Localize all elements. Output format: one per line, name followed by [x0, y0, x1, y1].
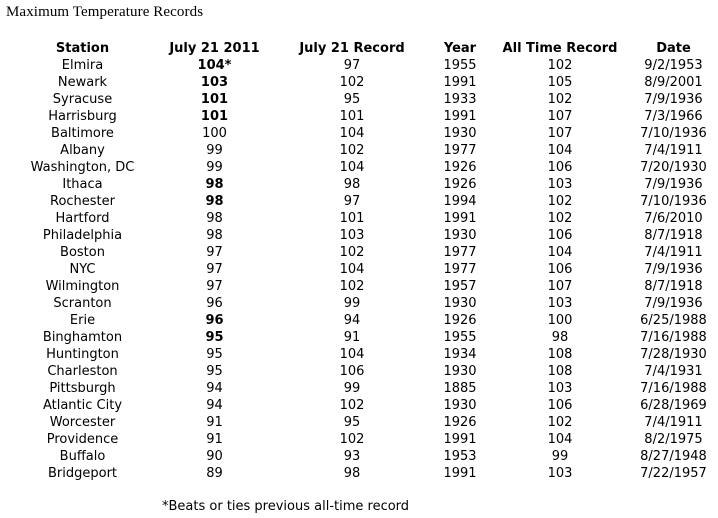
year-cell: 1991: [443, 211, 477, 226]
july21-2011-cell: 98: [205, 194, 224, 209]
header-station: Station: [55, 41, 110, 56]
july21-2011-cell: 103: [200, 75, 229, 90]
table-row: [8, 244, 715, 261]
date-cell: 7/22/1957: [640, 466, 707, 481]
table-row: [8, 465, 715, 482]
date-cell: 6/28/1969: [640, 398, 707, 413]
all-time-record-cell: 102: [547, 211, 573, 226]
year-cell: 1957: [443, 279, 477, 294]
july21-2011-cell: 101: [200, 109, 229, 124]
all-time-record-cell: 103: [547, 381, 573, 396]
all-time-record-cell: 106: [547, 160, 573, 175]
all-time-record-cell: 108: [547, 364, 573, 379]
table-row: [8, 125, 715, 142]
july21-record-cell: 102: [339, 398, 365, 413]
station-cell: Binghamton: [42, 330, 123, 345]
station-cell: Philadelphia: [42, 228, 123, 243]
page-title: Maximum Temperature Records: [6, 4, 204, 20]
year-cell: 1926: [443, 177, 477, 192]
table-row: [8, 159, 715, 176]
year-cell: 1991: [443, 432, 477, 447]
all-time-record-cell: 107: [547, 109, 573, 124]
station-cell: Scranton: [53, 296, 112, 311]
station-cell: Charleston: [47, 364, 118, 379]
year-cell: 1926: [443, 313, 477, 328]
all-time-record-cell: 104: [547, 245, 573, 260]
table-row: [8, 346, 715, 363]
date-cell: 7/3/1966: [644, 109, 703, 124]
station-cell: Elmira: [61, 58, 104, 73]
table-row: [8, 278, 715, 295]
table-row: [8, 227, 715, 244]
station-cell: NYC: [69, 262, 96, 277]
july21-2011-cell: 98: [206, 228, 223, 243]
year-cell: 1933: [443, 92, 477, 107]
july21-2011-cell: 104*: [197, 58, 232, 73]
all-time-record-cell: 103: [547, 466, 573, 481]
station-cell: Buffalo: [59, 449, 106, 464]
date-cell: 8/7/1918: [644, 228, 703, 243]
year-cell: 1991: [443, 75, 477, 90]
date-cell: 7/16/1988: [640, 381, 707, 396]
july21-record-cell: 102: [339, 143, 365, 158]
table-row: [8, 57, 715, 74]
july21-2011-cell: 95: [205, 330, 224, 345]
table-row: [8, 176, 715, 193]
table-row: [8, 380, 715, 397]
july21-2011-cell: 96: [206, 296, 223, 311]
july21-2011-cell: 97: [206, 245, 223, 260]
july21-record-cell: 104: [339, 126, 365, 141]
july21-2011-cell: 95: [206, 347, 223, 362]
july21-record-cell: 97: [343, 58, 361, 73]
july21-record-cell: 101: [339, 109, 365, 124]
all-time-record-cell: 102: [547, 92, 573, 107]
july21-record-cell: 102: [339, 432, 365, 447]
all-time-record-cell: 102: [547, 415, 573, 430]
station-cell: Atlantic City: [42, 398, 123, 413]
july21-2011-cell: 101: [200, 92, 229, 107]
table-row: [8, 329, 715, 346]
station-cell: Erie: [69, 313, 96, 328]
table-body: [8, 57, 715, 482]
date-cell: 7/20/1930: [640, 160, 707, 175]
all-time-record-cell: 98: [551, 330, 569, 345]
july21-2011-cell: 94: [206, 398, 223, 413]
year-cell: 1953: [443, 449, 477, 464]
date-cell: 9/2/1953: [644, 58, 703, 73]
table-row: [8, 431, 715, 448]
july21-record-cell: 104: [339, 262, 365, 277]
station-cell: Baltimore: [51, 126, 114, 141]
all-time-record-cell: 102: [547, 194, 573, 209]
station-cell: Worcester: [49, 415, 116, 430]
all-time-record-cell: 106: [547, 262, 573, 277]
table-row: [8, 448, 715, 465]
footnote: *Beats or ties previous all-time record: [162, 499, 410, 514]
july21-record-cell: 102: [339, 279, 365, 294]
july21-2011-cell: 100: [202, 126, 227, 141]
july21-record-cell: 97: [343, 194, 361, 209]
july21-record-cell: 95: [343, 92, 361, 107]
table-row: [8, 261, 715, 278]
july21-2011-cell: 99: [206, 143, 223, 158]
july21-2011-cell: 99: [206, 160, 223, 175]
year-cell: 1930: [443, 364, 477, 379]
table-row: [8, 108, 715, 125]
all-time-record-cell: 107: [547, 279, 573, 294]
year-cell: 1994: [443, 194, 477, 209]
all-time-record-cell: 106: [547, 398, 573, 413]
july21-record-cell: 102: [339, 245, 365, 260]
station-cell: Newark: [57, 75, 108, 90]
year-cell: 1930: [443, 398, 477, 413]
header-date: Date: [656, 41, 691, 56]
july21-record-cell: 106: [339, 364, 365, 379]
year-cell: 1926: [443, 160, 477, 175]
all-time-record-cell: 104: [547, 143, 573, 158]
temperature-records-table: [8, 40, 715, 482]
date-cell: 7/6/2010: [644, 211, 703, 226]
july21-2011-cell: 91: [206, 432, 223, 447]
july21-2011-cell: 94: [206, 381, 223, 396]
date-cell: 7/9/1936: [644, 262, 703, 277]
station-cell: Wilmington: [45, 279, 120, 294]
header-july21-record: July 21 Record: [299, 41, 405, 56]
station-cell: Harrisburg: [48, 109, 117, 124]
july21-2011-cell: 98: [206, 211, 223, 226]
station-cell: Ithaca: [62, 177, 103, 192]
july21-record-cell: 98: [343, 466, 361, 481]
year-cell: 1955: [443, 58, 477, 73]
july21-2011-cell: 96: [205, 313, 224, 328]
july21-record-cell: 95: [343, 415, 361, 430]
date-cell: 7/9/1936: [644, 177, 703, 192]
date-cell: 7/4/1911: [644, 143, 703, 158]
all-time-record-cell: 106: [547, 228, 573, 243]
year-cell: 1930: [443, 296, 477, 311]
date-cell: 7/16/1988: [640, 330, 707, 345]
table-row: [8, 397, 715, 414]
table-row: [8, 312, 715, 329]
station-cell: Providence: [46, 432, 119, 447]
all-time-record-cell: 104: [547, 432, 573, 447]
all-time-record-cell: 102: [547, 58, 573, 73]
year-cell: 1977: [443, 245, 477, 260]
date-cell: 8/9/2001: [644, 75, 703, 90]
header-year: Year: [443, 41, 477, 56]
date-cell: 7/28/1930: [640, 347, 707, 362]
year-cell: 1926: [443, 415, 477, 430]
date-cell: 8/2/1975: [644, 432, 703, 447]
date-cell: 7/4/1911: [644, 415, 703, 430]
date-cell: 7/4/1931: [644, 364, 703, 379]
station-cell: Hartford: [55, 211, 110, 226]
all-time-record-cell: 103: [547, 177, 573, 192]
station-cell: Boston: [60, 245, 105, 260]
year-cell: 1991: [443, 466, 477, 481]
table-row: [8, 91, 715, 108]
date-cell: 7/4/1911: [644, 245, 703, 260]
header-july21-2011: July 21 2011: [169, 41, 260, 56]
year-cell: 1885: [443, 381, 477, 396]
table-row: [8, 414, 715, 431]
all-time-record-cell: 99: [551, 449, 569, 464]
station-cell: Huntington: [46, 347, 119, 362]
date-cell: 8/7/1918: [644, 279, 703, 294]
header-all-time-record: All Time Record: [502, 41, 618, 56]
station-cell: Pittsburgh: [49, 381, 116, 396]
date-cell: 7/9/1936: [644, 92, 703, 107]
july21-record-cell: 91: [343, 330, 361, 345]
year-cell: 1991: [443, 109, 477, 124]
july21-record-cell: 102: [339, 75, 365, 90]
all-time-record-cell: 105: [547, 75, 573, 90]
year-cell: 1955: [443, 330, 477, 345]
july21-record-cell: 98: [343, 177, 361, 192]
station-cell: Albany: [60, 143, 105, 158]
july21-record-cell: 101: [339, 211, 365, 226]
july21-record-cell: 99: [343, 296, 361, 311]
station-cell: Syracuse: [52, 92, 113, 107]
july21-record-cell: 104: [339, 347, 365, 362]
table-row: [8, 193, 715, 210]
table-row: [8, 74, 715, 91]
date-cell: 7/10/1936: [640, 126, 707, 141]
table-row: [8, 295, 715, 312]
july21-record-cell: 99: [343, 381, 361, 396]
date-cell: 7/10/1936: [640, 194, 707, 209]
all-time-record-cell: 108: [547, 347, 573, 362]
date-cell: 8/27/1948: [640, 449, 707, 464]
table-row: [8, 142, 715, 159]
station-cell: Rochester: [50, 194, 115, 209]
year-cell: 1977: [443, 143, 477, 158]
year-cell: 1930: [443, 228, 477, 243]
all-time-record-cell: 107: [547, 126, 573, 141]
station-cell: Bridgeport: [47, 466, 118, 481]
date-cell: 6/25/1988: [640, 313, 707, 328]
july21-record-cell: 103: [339, 228, 365, 243]
july21-record-cell: 93: [343, 449, 361, 464]
july21-2011-cell: 97: [206, 262, 223, 277]
table-row: [8, 210, 715, 227]
table-row: [8, 363, 715, 380]
all-time-record-cell: 100: [547, 313, 573, 328]
year-cell: 1977: [443, 262, 477, 277]
july21-2011-cell: 89: [206, 466, 223, 481]
all-time-record-cell: 103: [547, 296, 573, 311]
july21-record-cell: 104: [339, 160, 365, 175]
july21-2011-cell: 91: [206, 415, 223, 430]
station-cell: Washington, DC: [30, 160, 135, 175]
july21-2011-cell: 98: [205, 177, 224, 192]
july21-record-cell: 94: [343, 313, 361, 328]
date-cell: 7/9/1936: [644, 296, 703, 311]
july21-2011-cell: 95: [206, 364, 223, 379]
year-cell: 1934: [443, 347, 477, 362]
july21-2011-cell: 97: [206, 279, 223, 294]
july21-2011-cell: 90: [206, 449, 223, 464]
year-cell: 1930: [443, 126, 477, 141]
table-header-row: [8, 40, 715, 57]
